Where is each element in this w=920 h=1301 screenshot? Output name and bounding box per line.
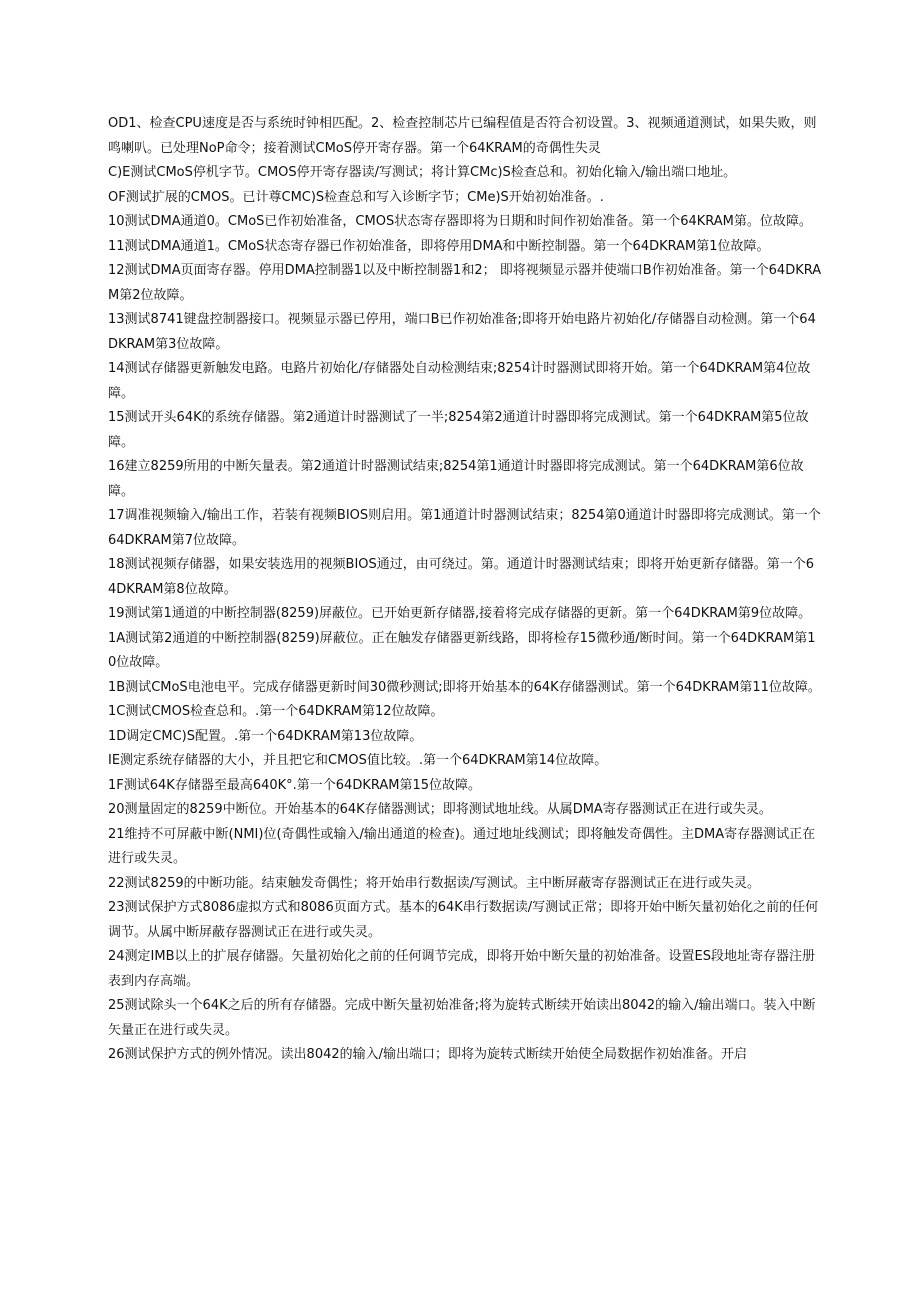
paragraph-24: 24测定IMB以上的扩展存储器。矢量初始化之前的任何调节完成，即将开始中断矢量的初始准备。设置ES段地址寄存器注册表到内存高端。 bbox=[108, 949, 815, 989]
paragraph-1f: 1F测试64K存储器至最高640K°.第一个64DKRAM第15位故障。 bbox=[108, 777, 482, 793]
paragraph-1b: 1B测试CMoS电池电平。完成存储器更新时间30微秒测试;即将开始基本的64K存储器测试。第一个64DKRAM第11位故障。 bbox=[108, 679, 821, 695]
paragraph-26: 26测试保护方式的例外情况。读出8042的输入/输出端口；即将为旋转式断续开始使全局数据作初始准备。开启 bbox=[108, 1047, 748, 1062]
paragraph-20: 20测量固定的8259中断位。开始基本的64K存储器测试；即将测试地址线。从属DMA寄存器测试正在进行或失灵。 bbox=[108, 802, 772, 817]
paragraph-11: 11测试DMA通道1。CMoS状态寄存器已作初始准备，即将停用DMA和中断控制器。第一个64DKRAM第1位故障。 bbox=[108, 238, 770, 254]
paragraph-10: 10测试DMA通道0。CMoS已作初始准备，CMOS状态寄存器即将为日期和时间作初始准备。第一个64KRAM第。位故障。 bbox=[108, 214, 812, 229]
paragraph-12: 12测试DMA页面寄存器。停用DMA控制器1以及中断控制器1和2； 即将视频显示器并使端口B作初始准备。第一个64DKRAM第2位故障。 bbox=[108, 263, 822, 303]
paragraph-1c: 1C测试CMOS检查总和。.第一个64DKRAM第12位故障。 bbox=[108, 704, 444, 719]
paragraph-16: 16建立8259所用的中断矢量表。第2通道计时器测试结束;8254第1通道计时器即将完成测试。第一个64DKRAM第6位故障。 bbox=[108, 459, 804, 499]
paragraph-1d: 1D调定CMC)S配置。.第一个64DKRAM第13位故障。 bbox=[108, 728, 423, 744]
paragraph-13: 13测试8741键盘控制器接口。视频显示器已停用，端口B已作初始准备;即将开始电路片初始化/存储器自动检测。第一个64DKRAM第3位故障。 bbox=[108, 312, 816, 352]
paragraph-22: 22测试8259的中断功能。结束触发奇偶性；将开始串行数据读/写测试。主中断屏蔽寄存器测试正在进行或失灵。 bbox=[108, 875, 761, 891]
paragraph-19: 19测试第1通道的中断控制器(8259)屏蔽位。已开始更新存储器,接着将完成存储器的更新。第一个64DKRAM第9位故障。 bbox=[108, 606, 812, 621]
paragraph-15: 15测试开头64K的系统存储器。第2通道计时器测试了一半;8254第2通道计时器即将完成测试。第一个64DKRAM第5位故障。 bbox=[108, 410, 809, 450]
paragraph-23: 23测试保护方式8086虚拟方式和8086页面方式。基本的64K串行数据读/写测试正常；即将开始中断矢量初始化之前的任何调节。从属中断屏蔽存器测试正在进行或失灵。 bbox=[108, 900, 819, 940]
paragraph-25: 25测试除头一个64K之后的所有存储器。完成中断矢量初始准备;将为旋转式断续开始读出8042的输入/输出端口。装入中断矢量正在进行或失灵。 bbox=[108, 998, 816, 1038]
paragraph-17: 17调准视频输入/输出工作，若装有视频BIOS则启用。第1通道计时器测试结束；8254第0通道计时器即将完成测试。第一个64DKRAM第7位故障。 bbox=[108, 508, 821, 548]
paragraph-0f: OF测试扩展的CMOS。已计尊CMC)S检查总和写入诊断字节；CMe)S开始初始准备。. bbox=[108, 189, 604, 205]
paragraph-0e: C)E测试CMoS停机字节。CMOS停开寄存器读/写测试；将计算CMc)S检查总和。初始化输入/输出端口地址。 bbox=[108, 165, 737, 180]
paragraph-21: 21维持不可屏蔽中断(NMI)位(奇偶性或输入/输出通道的检查)。通过地址线测试；即将触发奇偶性。主DMA寄存器测试正在进行或失灵。 bbox=[108, 826, 816, 866]
paragraph-14: 14测试存储器更新触发电路。电路片初始化/存储器处自动检测结束;8254计时器测试即将开始。第一个64DKRAM第4位故障。 bbox=[108, 361, 811, 401]
paragraph-1a: 1A测试第2通道的中断控制器(8259)屏蔽位。正在触发存储器更新线路，即将检存15微秒通/断时间。第一个64DKRAM第10位故障。 bbox=[108, 630, 816, 670]
paragraph-18: 18测试视频存储器，如果安装选用的视频BIOS通过，由可绕过。第。通道计时器测试结束；即将开始更新存储器。第一个64DKRAM第8位故障。 bbox=[108, 557, 815, 597]
document-body bbox=[108, 112, 822, 1068]
paragraph-1e: IE测定系统存储器的大小，并且把它和CMOS值比较。.第一个64DKRAM第14位故障。 bbox=[108, 753, 608, 768]
paragraph-od: OD1、检查CPU速度是否与系统时钟相匹配。2、检查控制芯片已编程值是否符合初设置。3、视频通道测试，如果失败，则鸣喇叭。已处理NoP命令；接着测试CMoS停开寄存器。第一个64KRAM的奇偶性失灵 bbox=[108, 116, 817, 156]
